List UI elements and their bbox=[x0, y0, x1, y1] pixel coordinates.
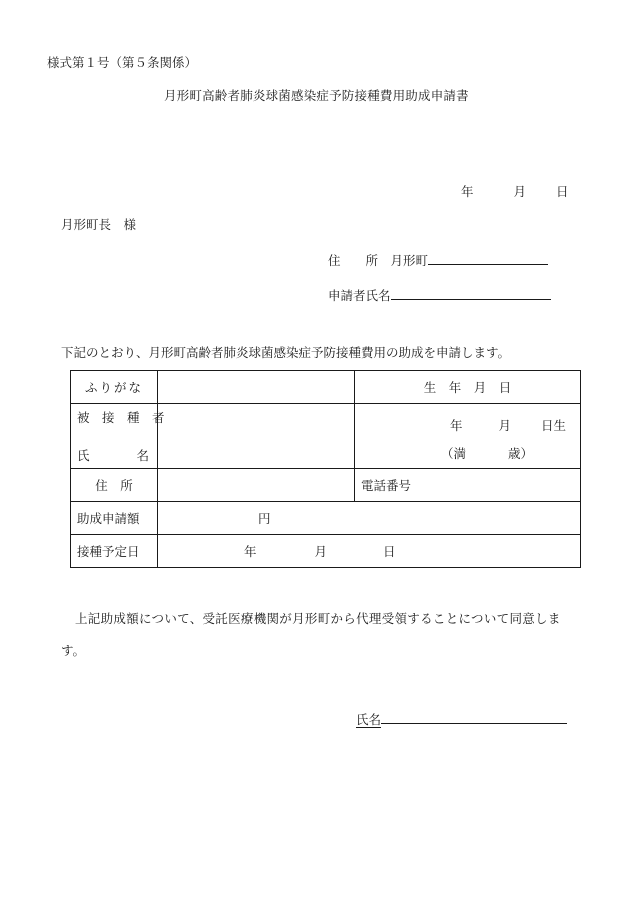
intro-text: 下記のとおり、月形町高齢者肺炎球菌感染症予防接種費用の助成を申請します。 bbox=[61, 345, 511, 360]
furigana-field[interactable] bbox=[158, 371, 355, 404]
birth-day-label: 日生 bbox=[540, 418, 566, 433]
birthdate-field[interactable] bbox=[355, 404, 581, 469]
amount-unit: 円 bbox=[258, 511, 271, 526]
table-row bbox=[71, 469, 581, 502]
table-row bbox=[71, 404, 581, 469]
phone-cell[interactable] bbox=[355, 469, 581, 502]
table-address-label: 住 所 bbox=[71, 469, 158, 502]
address-prefix: 月形町 bbox=[390, 253, 429, 268]
signature-field[interactable] bbox=[381, 710, 567, 724]
applicant-name-row bbox=[328, 286, 551, 303]
table-row bbox=[71, 371, 581, 404]
document-title: 月形町高齢者肺炎球菌感染症予防接種費用助成申請書 bbox=[164, 88, 469, 103]
date-day-label: 日 bbox=[556, 184, 569, 199]
age-open-label: （満 bbox=[441, 446, 467, 461]
form-number: 様式第１号（第５条関係） bbox=[47, 55, 198, 70]
table-row bbox=[71, 502, 581, 535]
application-table bbox=[70, 370, 581, 568]
address-label: 住 所 bbox=[328, 253, 379, 268]
sched-day-label: 日 bbox=[383, 544, 396, 559]
recipient-name-field[interactable] bbox=[158, 404, 355, 469]
table-address-field[interactable] bbox=[158, 469, 355, 502]
date-month-label: 月 bbox=[513, 184, 527, 199]
recipient-label: 被 接 種 者 氏 名 bbox=[71, 404, 158, 469]
addressee: 月形町長 様 bbox=[61, 217, 137, 232]
signature-label: 氏名 bbox=[356, 712, 382, 727]
schedule-field[interactable] bbox=[158, 535, 581, 568]
recipient-label-left: 氏 bbox=[77, 448, 90, 463]
birth-month-label: 月 bbox=[498, 418, 511, 433]
furigana-label: ふりがな bbox=[71, 371, 158, 404]
consent-text-line1: 上記助成額について、受託医療機関が月形町から代理受領することについて同意しま bbox=[75, 611, 561, 626]
date-line bbox=[461, 186, 569, 199]
schedule-label: 接種予定日 bbox=[71, 535, 158, 568]
sched-year-label: 年 bbox=[244, 544, 257, 559]
amount-label: 助成申請額 bbox=[71, 502, 158, 535]
amount-field[interactable] bbox=[158, 502, 581, 535]
sched-month-label: 月 bbox=[314, 544, 328, 559]
address-field[interactable] bbox=[428, 251, 548, 265]
age-close-label: 歳） bbox=[508, 446, 534, 461]
date-year-label: 年 bbox=[461, 184, 474, 199]
birth-year-label: 年 bbox=[449, 418, 463, 433]
recipient-label-right: 名 bbox=[136, 448, 149, 463]
birthdate-header: 生 年 月 日 bbox=[355, 371, 581, 404]
applicant-name-field[interactable] bbox=[391, 286, 551, 300]
applicant-address-row bbox=[328, 251, 548, 268]
table-row bbox=[71, 535, 581, 568]
consent-text-line2: す。 bbox=[61, 643, 86, 658]
phone-label: 電話番号 bbox=[361, 478, 412, 493]
signature-row bbox=[356, 710, 567, 727]
applicant-name-label: 申請者氏名 bbox=[328, 288, 391, 303]
